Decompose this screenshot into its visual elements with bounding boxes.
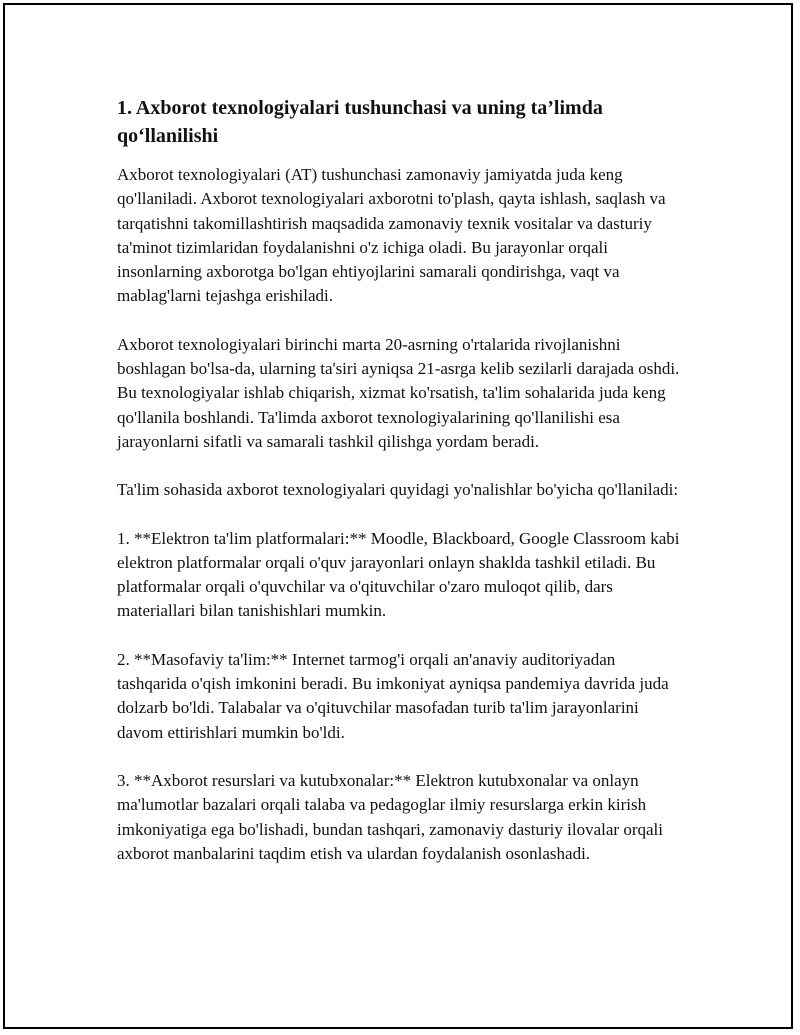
list-item-elearning-platforms: 1. **Elektron ta'lim platformalari:** Moodle, Blackboard, Google Classroom kabi elektron platformalar orqali o'quv jarayonlari onlayn shaklda tashkil etiladi. Bu platformalar orqali o'quvchilar va o'qituvchilar o'zaro muloqot qilib, dars materiallari bilan tanishishlari mumkin. bbox=[117, 528, 680, 621]
list-item-information-resources: 3. **Axborot resurslari va kutubxonalar:** Elektron kutubxonalar va onlayn ma'lumotlar bazalari orqali talaba va pedagoglar ilmiy resurslarga erkin kirish imkoniyatiga ega bo'lishadi, bundan tashqari, zamonaviy dasturiy ilovalar orqali axborot manbalarini taqdim etish va ulardan foydalanish osonlashadi. bbox=[117, 770, 663, 863]
paragraph-intro: Axborot texnologiyalari (AT) tushunchasi zamonaviy jamiyatda juda keng qo'llaniladi. Axborot texnologiyalari axborotni to'plash, qayta ishlash, saqlash va tarqatishni takomillashtirish maqsadida zamonaviy texnik vositalar va dasturiy ta'minot tizimlaridan foydalanishni o'z ichiga oladi. Bu jarayonlar orqali insonlarning axborotga bo'lgan ehtiyojlarini samarali qondirishga, vaqt va mablag'larni tejashga erishiladi. bbox=[117, 165, 666, 306]
section-heading: 1. Axborot texnologiyalari tushunchasi va uning ta’limda qo‘llanilishi bbox=[117, 97, 603, 147]
paragraph-directions-intro: Ta'lim sohasida axborot texnologiyalari quyidagi yo'nalishlar bo'yicha qo'llaniladi: bbox=[117, 480, 679, 500]
document-body bbox=[117, 94, 689, 866]
paragraph-history: Axborot texnologiyalari birinchi marta 20-asrning o'rtalarida rivojlanishni boshlagan bo'lsa-da, ularning ta'siri ayniqsa 21-asrga kelib sezilarli darajada oshdi. Bu texnologiyalar ishlab chiqarish, xizmat ko'rsatish, ta'lim sohalarida juda keng qo'llanila boshlandi. Ta'limda axborot texnologiyalarining qo'llanilishi esa jarayonlarni sifatli va samarali tashkil qilishga yordam beradi. bbox=[117, 334, 680, 451]
list-item-distance-learning: 2. **Masofaviy ta'lim:** Internet tarmog'i orqali an'anaviy auditoriyadan tashqarida o'qish imkonini beradi. Bu imkoniyat ayniqsa pandemiya davrida juda dolzarb bo'ldi. Talabalar va o'qituvchilar masofadan turib ta'lim jarayonlarini davom ettirishlari mumkin bo'ldi. bbox=[117, 649, 669, 742]
